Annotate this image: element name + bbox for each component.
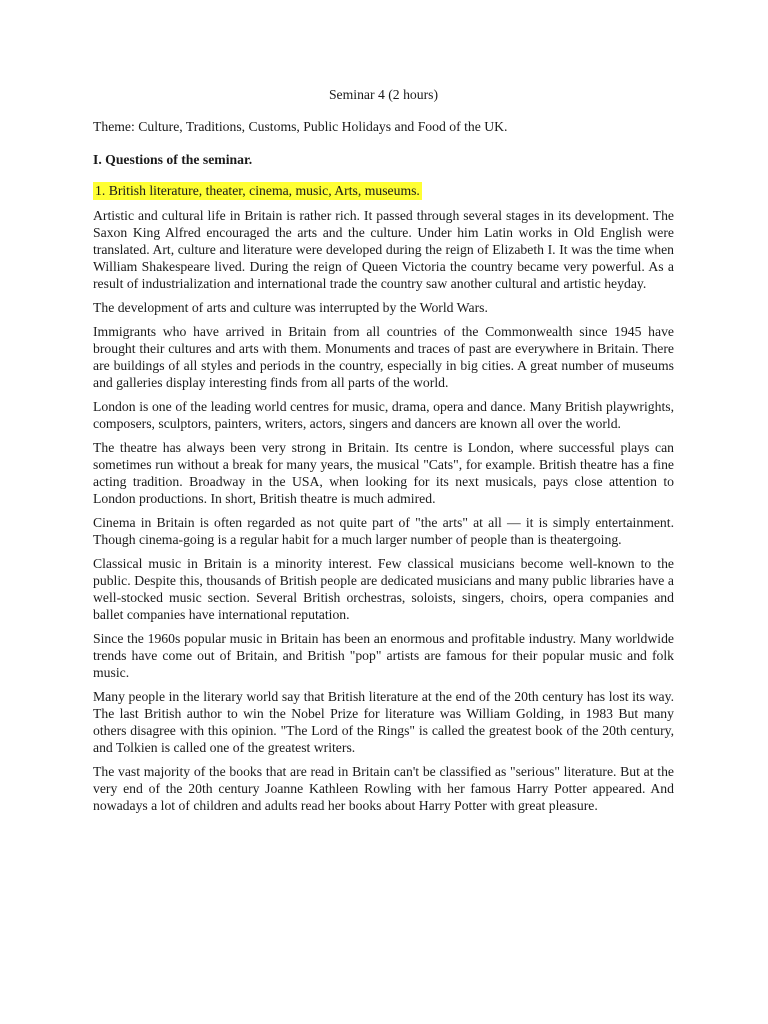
paragraph-harry-potter: The vast majority of the books that are read in Britain can't be classified as "serious" literature. But at the very end of the 20th century Joanne Kathleen Rowling with her famous Harry Potter appeared. And nowadays a lot of children and adults read her books about Harry Potter with great pleasure. <box>93 764 674 813</box>
paragraph-cinema: Cinema in Britain is often regarded as not quite part of "the arts" at all — it is simply entertainment. Though cinema-going is a regular habit for a much larger number of people than is theatergoing. <box>93 515 674 547</box>
paragraph-classical-music: Classical music in Britain is a minority interest. Few classical musicians become well-known to the public. Despite this, thousands of British people are dedicated musicians and many public libraries have a well-stocked music section. Several British orchestras, soloists, singers, choirs, opera companies and ballet companies have international reputation. <box>93 556 674 622</box>
document-page <box>93 86 674 821</box>
paragraph-world-wars: The development of arts and culture was interrupted by the World Wars. <box>93 300 488 315</box>
paragraph-art-history: Artistic and cultural life in Britain is rather rich. It passed through several stages in its development. The Saxon King Alfred encouraged the arts and the culture. Under him Latin works in Old English were translated. Art, culture and literature were developed during the reign of Elizabeth I. It was the time when William Shakespeare lived. During the reign of Queen Victoria the country became very powerful. As a result of industrialization and international trade the country saw another cultural and artistic heyday. <box>93 208 674 291</box>
paragraph-literature: Many people in the literary world say that British literature at the end of the 20th century has lost its way. The last British author to win the Nobel Prize for literature was William Golding, in 1983 But many others disagree with this opinion. "The Lord of the Rings" is called the greatest book of the 20th century, and Tolkien is called one of the greatest writers. <box>93 689 674 755</box>
question-line <box>93 182 674 199</box>
paragraph-popular-music: Since the 1960s popular music in Britain has been an enormous and profitable industry. Many worldwide trends have come out of Britain, and British "pop" artists are famous for their popular music and folk music. <box>93 631 674 680</box>
paragraph-immigrants: Immigrants who have arrived in Britain from all countries of the Commonwealth since 1945 have brought their cultures and arts with them. Monuments and traces of past are everywhere in Britain. There are buildings of all styles and periods in the country, especially in big cities. A great number of museums and galleries display interesting finds from all parts of the world. <box>93 324 674 390</box>
section-heading: I. Questions of the seminar. <box>93 152 253 167</box>
theme-line: Theme: Culture, Traditions, Customs, Public Holidays and Food of the UK. <box>93 119 508 134</box>
page-title: Seminar 4 (2 hours) <box>328 87 439 102</box>
paragraph-theatre: The theatre has always been very strong in Britain. Its centre is London, where successful plays can sometimes run without a break for many years, the musical "Cats", for example. British theatre has a fine acting tradition. Broadway in the USA, when looking for its next musicals, pays close attention to London productions. In short, British theatre is much admired. <box>93 440 674 506</box>
paragraph-london: London is one of the leading world centres for music, drama, opera and dance. Many British playwrights, composers, sculptors, painters, writers, actors, singers and dancers are known all over the world. <box>93 399 674 431</box>
highlighted-question: 1. British literature, theater, cinema, music, Arts, museums. <box>95 183 420 198</box>
